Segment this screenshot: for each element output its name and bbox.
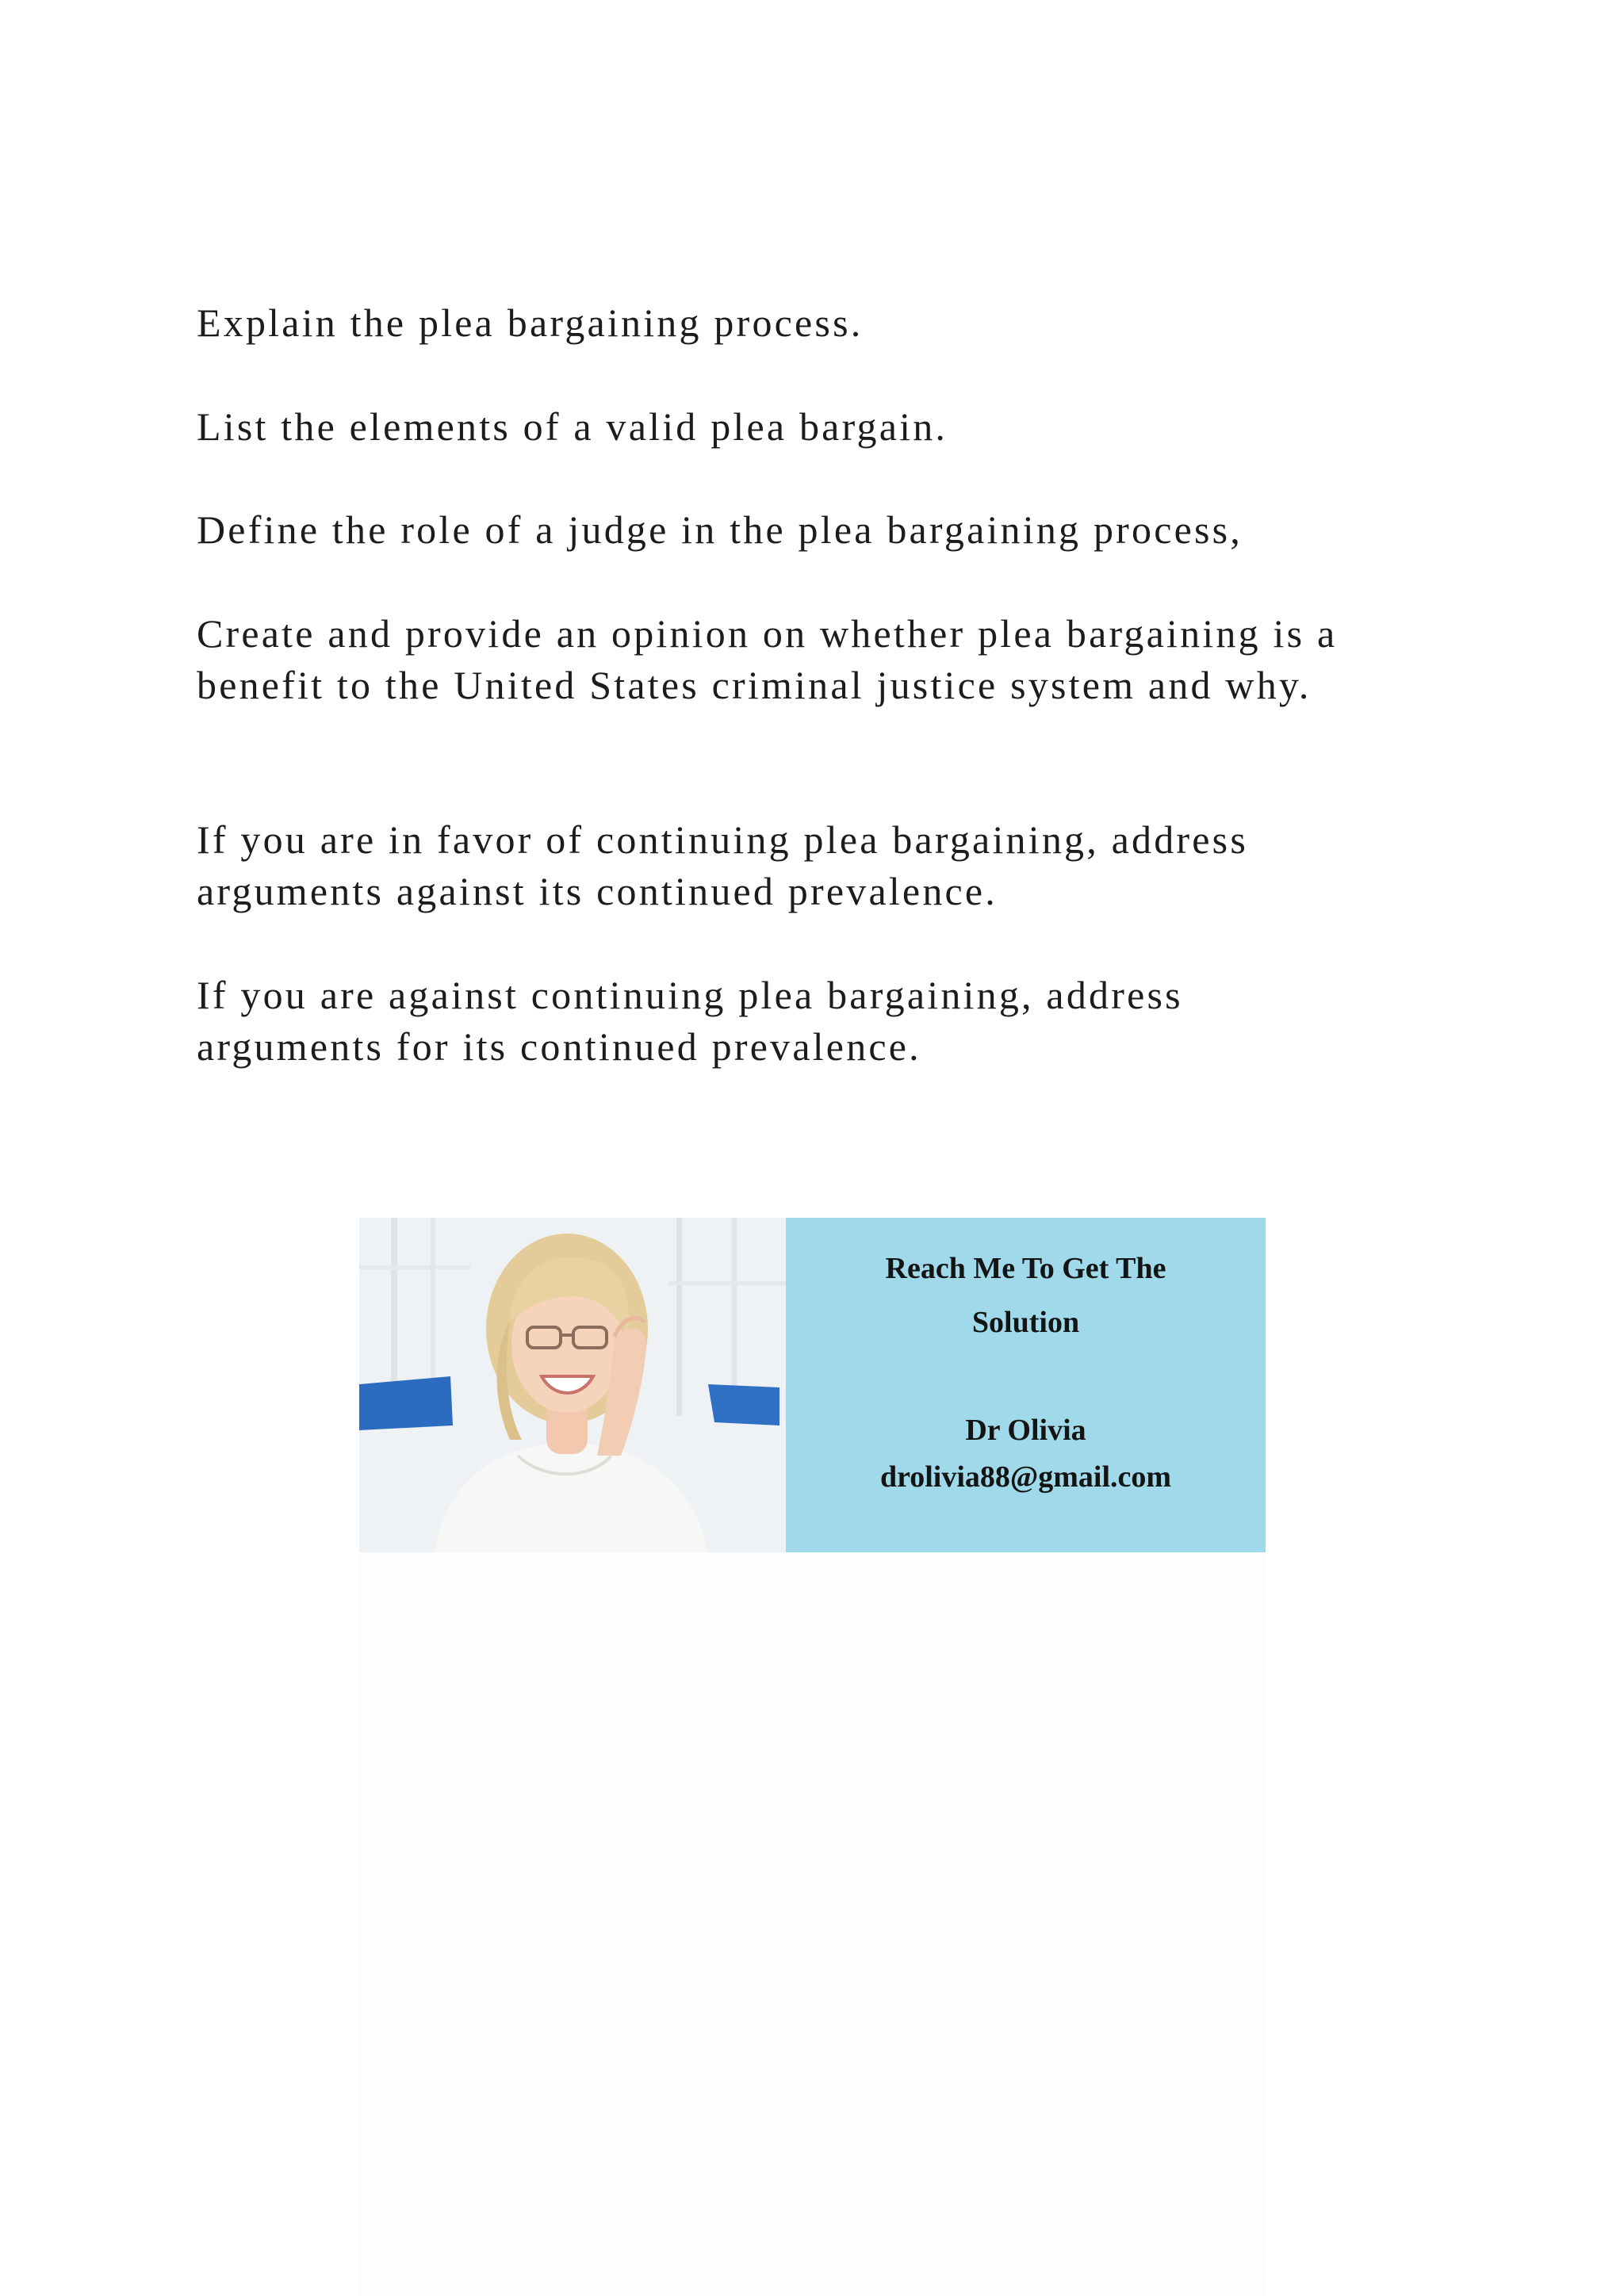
contact-email: drolivia88@gmail.com [879,1460,1172,1494]
paragraph [197,401,1434,453]
paragraph [197,297,1434,349]
paragraph-line: Define the role of a judge in the plea bargaining process, [197,507,1243,552]
contact-banner [359,1218,1266,1552]
paragraph-line: If you are in favor of continuing plea bargaining, address [197,817,1248,862]
portrait-photo [359,1218,786,1552]
paragraph-line: If you are against continuing plea bargaining, address [197,973,1183,1017]
assignment-text [197,297,1434,1073]
paragraph-line: arguments against its continued prevalence. [197,869,998,913]
cta-line-2: Solution [971,1306,1080,1339]
woman-portrait-illustration [359,1218,786,1552]
paragraph [197,504,1434,556]
contact-info-panel [786,1218,1266,1552]
paragraph-line: List the elements of a valid plea bargain. [197,404,948,449]
contact-name: Dr Olivia [965,1414,1086,1447]
cta-line-1: Reach Me To Get The [885,1252,1166,1285]
paragraph [197,814,1434,917]
paragraph-line: Explain the plea bargaining process. [197,300,864,345]
paragraph-line: arguments for its continued prevalence. [197,1024,921,1069]
paragraph-line: benefit to the United States criminal justice system and why. [197,663,1312,707]
blank-panel [359,1552,1266,2296]
call-to-action [786,1242,1266,1349]
paragraph-line: Create and provide an opinion on whether plea bargaining is a [197,611,1338,656]
paragraph [197,608,1434,711]
paragraph [197,970,1434,1073]
